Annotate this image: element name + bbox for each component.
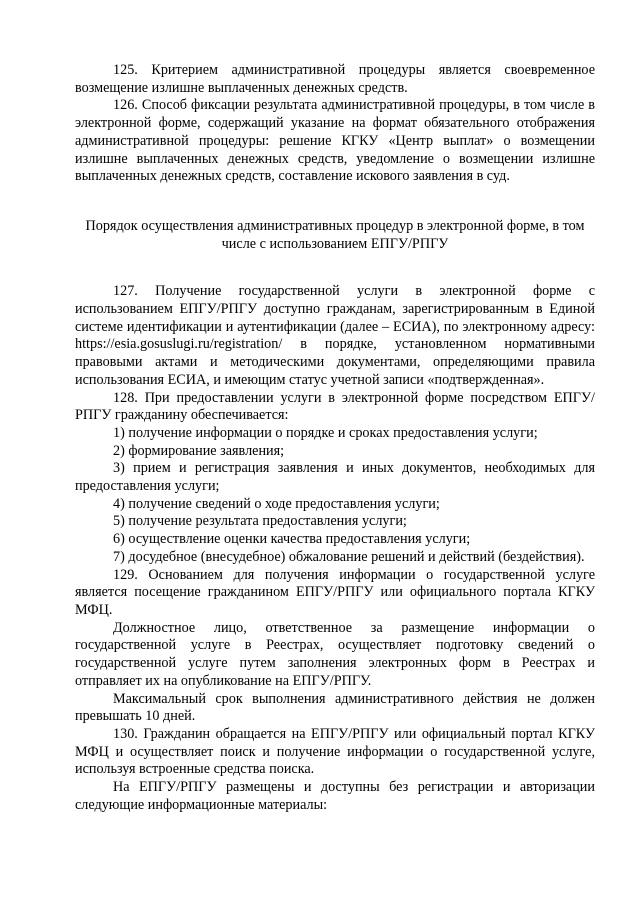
document-page	[75, 62, 595, 814]
paragraph-126: 126. Способ фиксации результата административной процедуры, в том числе в электронной форме, содержащий указание на формат обязательного отображения административной процедуры: решение КГКУ «Центр выплат» о возмещении излишне выплаченных денежных средств, уведомление о возмещении излишне выплаченных денежных средств, составление искового заявления в суд.	[75, 97, 595, 185]
list-item-4: 4) получение сведений о ходе предоставления услуги;	[113, 495, 440, 512]
paragraph-130: 130. Гражданин обращается на ЕПГУ/РПГУ или официальный портал КГКУ МФЦ и осуществляет поиск и получение информации о государственной услуге, используя встроенные средства поиска.	[75, 725, 595, 778]
paragraph-max-term: Максимальный срок выполнения административного действия не должен превышать 10 дней.	[75, 690, 595, 725]
paragraph-125: 125. Критерием административной процедуры является своевременное возмещение излишне выплаченных денежных средств.	[75, 62, 595, 96]
paragraph-info-materials: На ЕПГУ/РПГУ размещены и доступны без регистрации и авторизации следующие информационные материалы:	[75, 779, 595, 813]
paragraph-127: 127. Получение государственной услуги в электронной форме с использованием ЕПГУ/РПГУ доступно гражданам, зарегистрированным в Единой системе идентификации и аутентификации (далее – ЕСИА), по электронному адресу: https://esia.gosuslugi.ru/registration/ в порядке, установленном нормативными правовыми актами и методическими документами, определяющими правила использования ЕСИА, и имеющим статус учетной записи «подтвержденная».	[75, 283, 595, 388]
list-item-3: 3) прием и регистрация заявления и иных документов, необходимых для предоставления услуги;	[75, 460, 595, 495]
list-item-5: 5) получение результата предоставления услуги;	[113, 513, 407, 530]
paragraph-official-duty: Должностное лицо, ответственное за размещение информации о государственной услуге в Реестрах, осуществляет подготовку сведений о государственной услуге путем заполнения электронных форм в Реестрах и отправляет их на опубликование на ЕПГУ/РПГУ.	[75, 619, 595, 689]
list-item-6: 6) осуществление оценки качества предоставления услуги;	[113, 531, 471, 548]
section-heading: Порядок осуществления административных процедур в электронной форме, в том числе с использованием ЕПГУ/РПГУ	[85, 217, 585, 252]
list-item-7: 7) досудебное (внесудебное) обжалование решений и действий (бездействия).	[113, 548, 585, 565]
paragraph-129: 129. Основанием для получения информации о государственной услуге является посещение гражданином ЕПГУ/РПГУ или официального портала КГКУ МФЦ.	[75, 566, 595, 618]
paragraph-128: 128. При предоставлении услуги в электронной форме посредством ЕПГУ/РПГУ гражданину обеспечивается:	[75, 389, 595, 424]
list-item-2: 2) формирование заявления;	[113, 442, 285, 459]
list-item-1: 1) получение информации о порядке и сроках предоставления услуги;	[113, 424, 538, 441]
